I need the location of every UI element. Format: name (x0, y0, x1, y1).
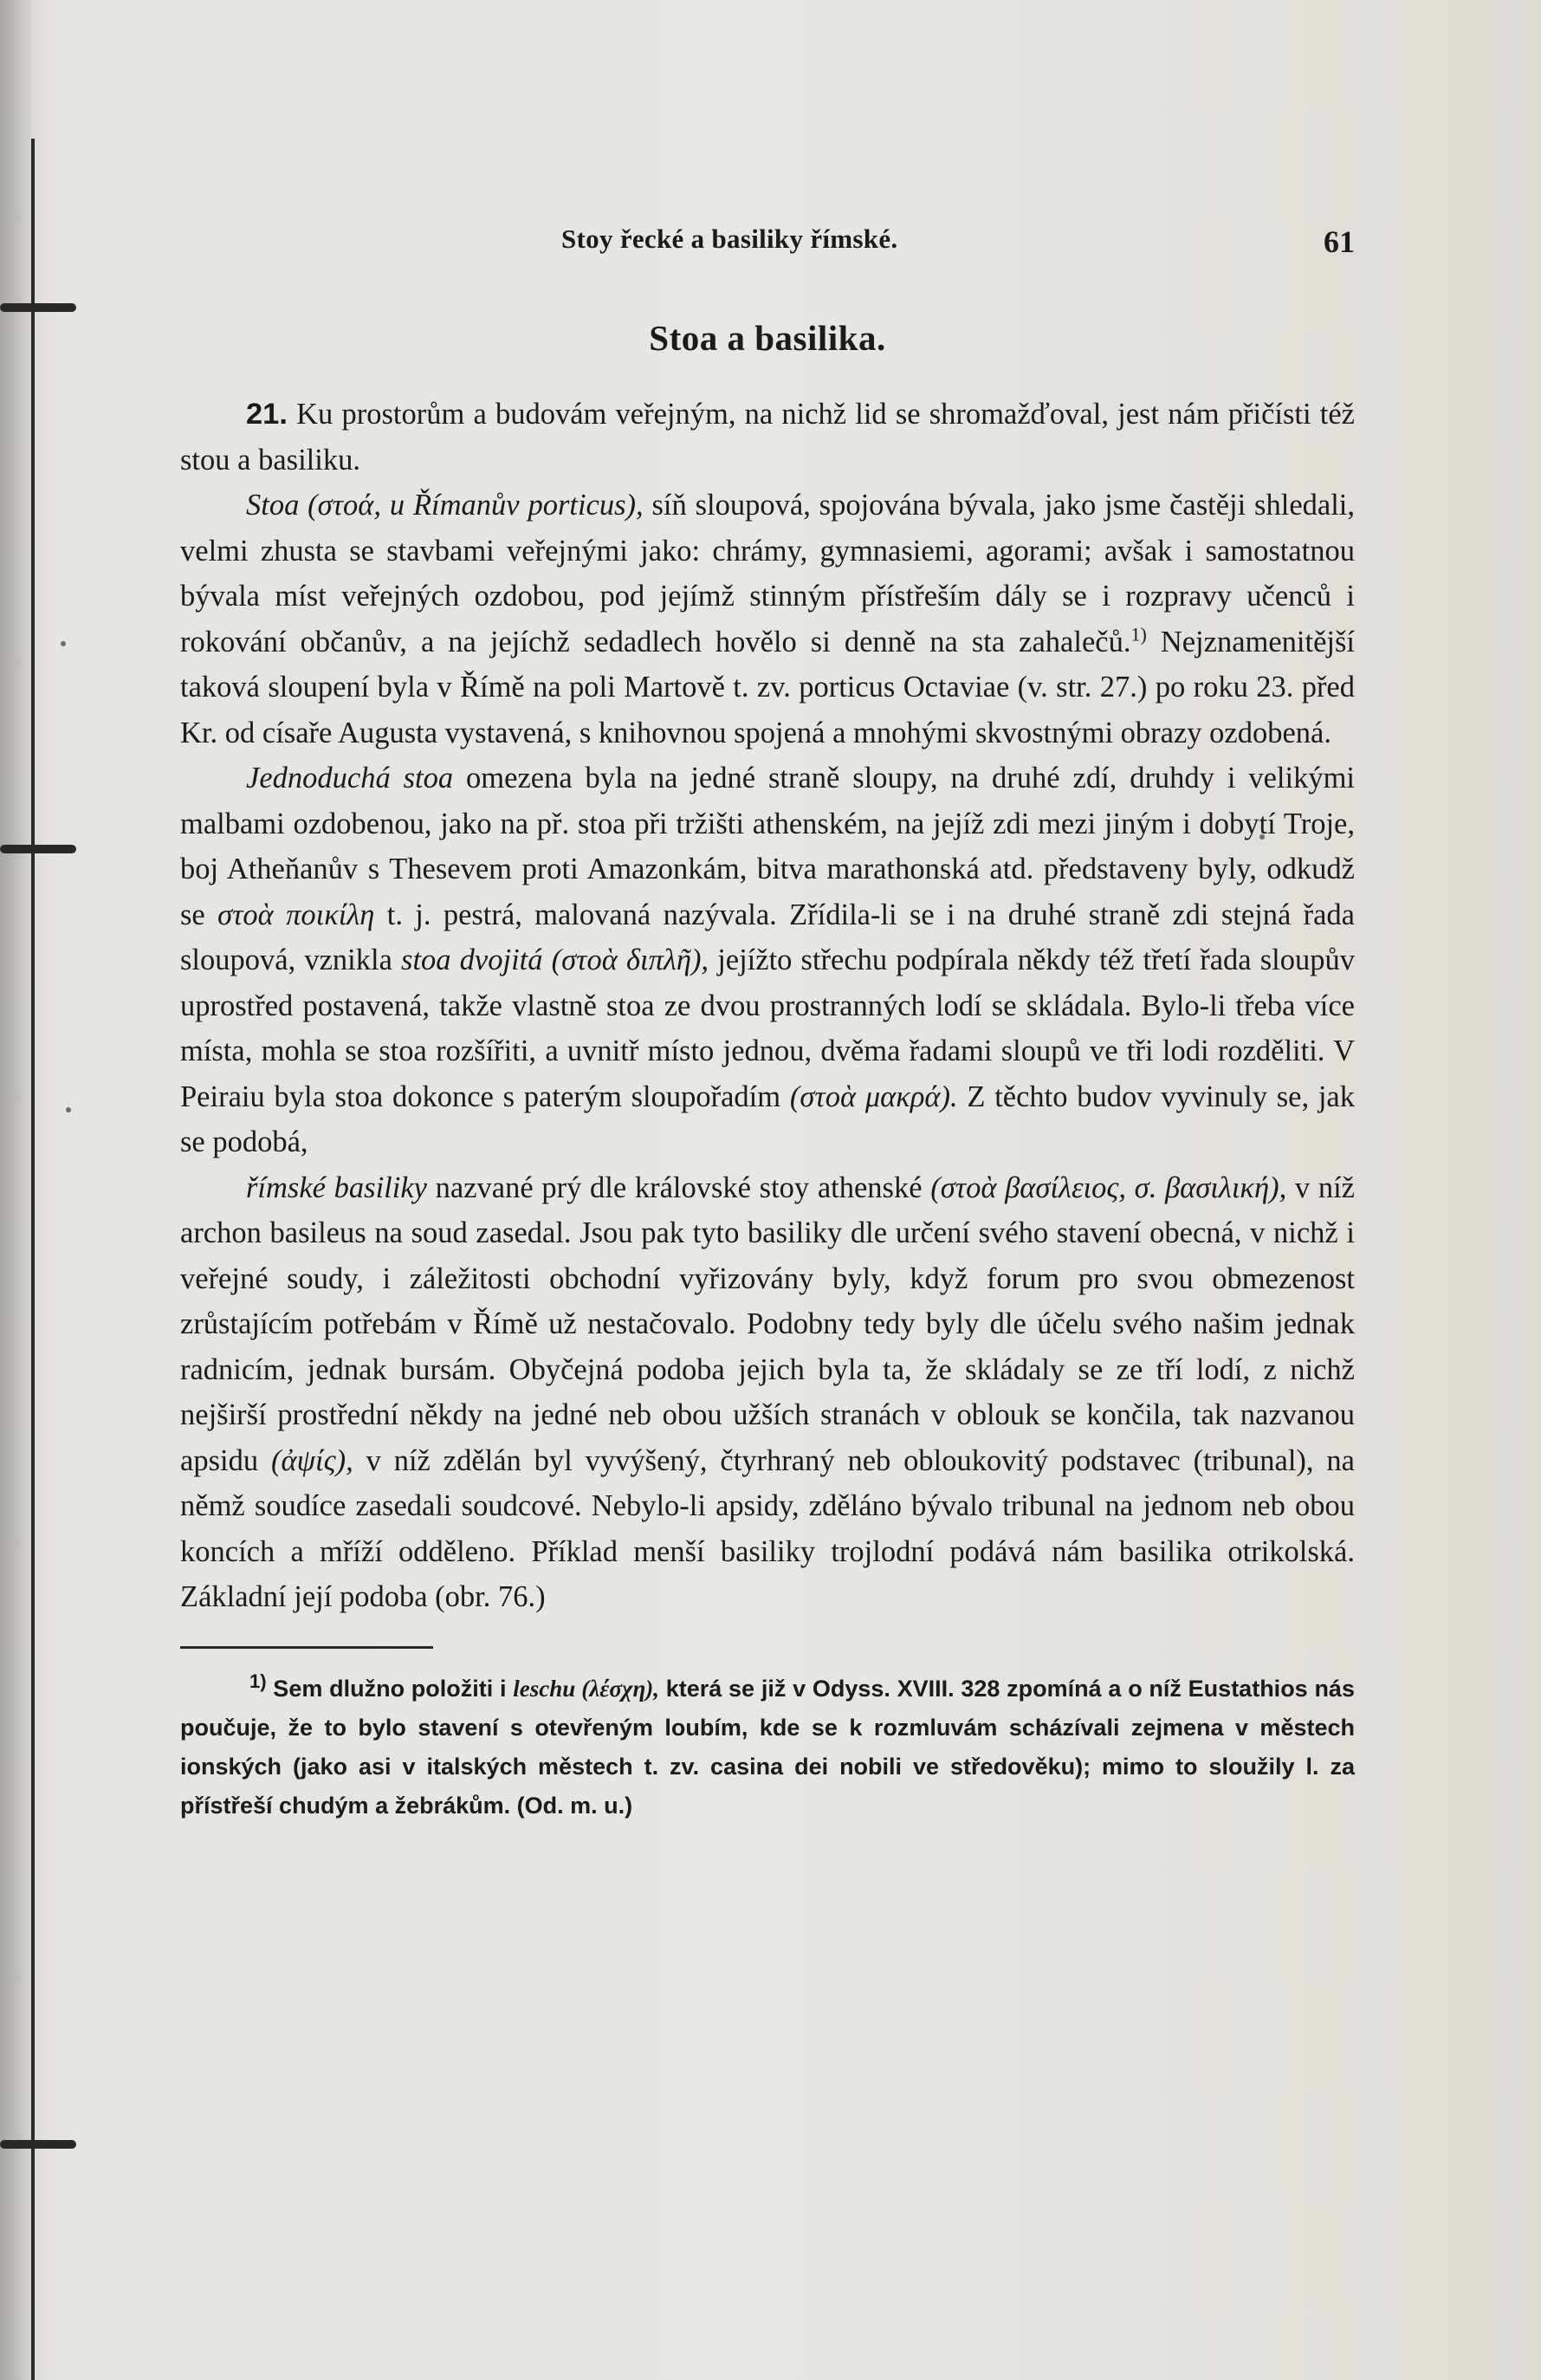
greek-term: στοὰ ποικίλη (217, 898, 375, 931)
paragraph-text: Nejznamenitější taková sloupení byla v Římě na poli Martově t. zv. porticus Octaviae (v. str. 27.) po roku 23. před Kr. od císaře Augusta vystavená, s knihovnou spojená a mnohými skvostnými obrazy ozdobená. (180, 625, 1355, 749)
text-block (180, 217, 1355, 1826)
binding-mark (0, 2140, 76, 2149)
paragraph-number: 21. (246, 398, 288, 431)
page-edge-shadow (0, 0, 35, 2380)
greek-term: (στοὰ βασίλειος, σ. βασιλική), (930, 1171, 1287, 1204)
footnote-rule (180, 1646, 433, 1649)
greek-term: (στοὰ μακρά). (789, 1080, 958, 1113)
footnote-text: která se již v Odyss. XVIII. 328 zpomíná a o níž Eustathios nás poučuje, že to bylo stavení s otevřeným loubím, kde se k rozmluvám scházívali zejmena v městech ionských (jako asi v italských městech t. zv. casina dei nobili ve středověku); mimo to sloužily l. za přístřeší chudým a žebrákům. (Od. m. u.) (180, 1675, 1355, 1819)
paragraph-text: Ku prostorům a budovám veřejným, na nichž lid se shromažďoval, jest nám přičísti též stou a basiliku. (180, 398, 1355, 477)
print-speck (61, 641, 66, 646)
stoa-term: Stoa (στοά, u Římanův porticus), (246, 489, 644, 522)
paragraph-text: t. j. pestrá, malovaná nazývala. Zřídila-li se i na druhé straně zdi stejná řada sloupová, vznikla (180, 898, 1355, 976)
footnote-marker: 1) (249, 1670, 267, 1692)
footnote-ref[interactable]: 1) (1130, 623, 1147, 645)
paragraph-text: jejížto střechu podpírala někdy též třetí řada sloupův uprostřed postavená, takže vlastně stoa ze dvou prostranných lodí se skládala. Bylo-li třeba více místa, mohla se stoa rozšířiti, a uvnitř místo jednou, dvěma řadami sloupů ve tři lodi rozděliti. V Peiraiu byla stoa dokonce s paterým sloupořadím (180, 944, 1355, 1113)
print-speck (66, 1107, 71, 1112)
double-stoa-term: stoa dvojitá (401, 944, 543, 976)
body-text (180, 392, 1355, 1620)
footnote (180, 1670, 1355, 1826)
basilica-term: římské basiliky (246, 1171, 427, 1204)
paragraph-basilica (180, 1165, 1355, 1620)
paragraph-text: nazvané prý dle královské stoy athenské (426, 1171, 931, 1204)
paragraph-stoa (180, 483, 1355, 756)
page-number: 61 (1324, 224, 1355, 259)
greek-term: (ἀψίς), (270, 1443, 353, 1477)
greek-term: (στοὰ διπλῆ), (542, 944, 709, 976)
paragraph-text: v níž archon basileus na soud zasedal. Jsou pak tyto basiliky dle určení svého stavení obecná, v nichž i veřejné soudy, i záležitosti obchodní vyřizovány byly, když forum pro svou obmezenost zrůstajícím potřebám v Římě už nestačovalo. Podobny tedy byly dle účelu svého našim jednak radnicím, jednak bursám. Obyčejná podoba jejich byla ta, že skládaly se ze tří lodí, z nichž nejširší prostřední někdy na jedné neb obou užších stranách v oblouk se končila, tak nazvanou apsidu (180, 1171, 1355, 1477)
paragraph-text: Z těchto budov vyvinuly se, jak se podobá, (180, 1080, 1355, 1158)
lesche-term: leschu (λέσχη), (513, 1675, 659, 1702)
running-title: Stoy řecké a basiliky římské. (561, 224, 898, 254)
running-head (180, 217, 1355, 269)
paragraph-21 (180, 392, 1355, 483)
simple-stoa-term: Jednoduchá stoa (246, 762, 454, 794)
binding-mark (0, 845, 76, 853)
paragraph-text: omezena byla na jedné straně sloupy, na druhé zdí, druhdy i velikými malbami ozdobenou, jako na př. stoa při tržišti athenském, na jejíž zdi mezi jiným i dobytí Troje, boj Atheňanův s Thesevem proti Amazonkám, bitva marathonská atd. představeny byly, odkudž se (180, 762, 1355, 931)
binding-mark (0, 303, 76, 312)
binding-line (31, 139, 35, 2380)
section-title: Stoa a basilika. (649, 318, 886, 358)
paragraph-text: v níž zdělán byl vyvýšený, čtyrhraný neb obloukovitý podstavec (tribunal), na němž soudíce zasedali soudcové. Nebylo-li apsidy, zděláno bývalo tribunal na jednom neb obou koncích a mříží odděleno. Příklad menší basiliky trojlodní podává nám basilika otrikolská. Základní její podoba (obr. 76.) (180, 1443, 1355, 1613)
paragraph-text: síň sloupová, spojována bývala, jako jsme častěji shledali, velmi zhusta se stavbami veřejnými jako: chrámy, gymnasiemi, agorami; avšak i samostatnou bývala míst veřejných ozdobou, pod jejímž stinným přístřeším dály se i rozpravy učenců i rokování občanův, a na jejíchž sedadlech hovělo si denně na sta zahalečů. (180, 489, 1355, 658)
paragraph-simple-stoa (180, 756, 1355, 1165)
footnote-text: Sem dlužno položiti i (266, 1675, 514, 1702)
